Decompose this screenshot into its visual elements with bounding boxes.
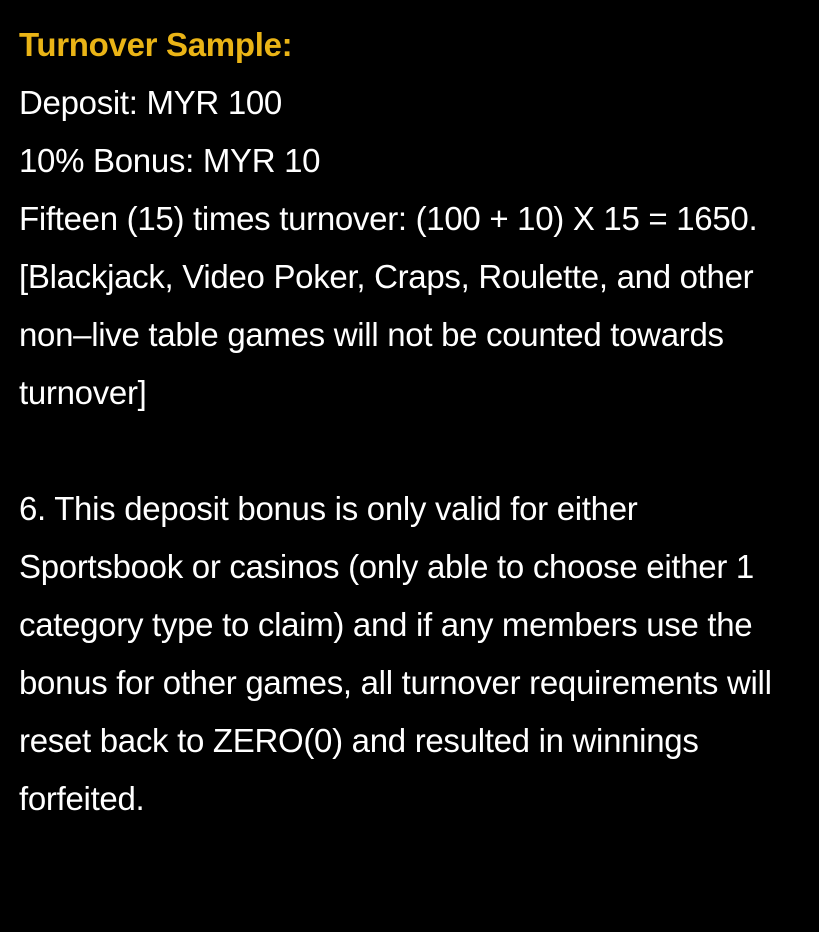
turnover-formula-line: Fifteen (15) times turnover: (100 + 10) X 15 = 1650. — [19, 200, 758, 237]
clause-6-text: 6. This deposit bonus is only valid for either Sportsbook or casinos (only able to choose either 1 category type to claim) and if any members use the bonus for other games, all turnover requirements will reset back to ZERO(0) and resulted in winnings forfeited. — [19, 490, 772, 817]
paragraph-spacer — [19, 422, 800, 480]
deposit-line: Deposit: MYR 100 — [19, 84, 282, 121]
turnover-sample-heading: Turnover Sample: — [19, 26, 293, 63]
bonus-line: 10% Bonus: MYR 10 — [19, 142, 321, 179]
excluded-games-line: [Blackjack, Video Poker, Craps, Roulette, and other non–live table games will not be counted towards turnover] — [19, 258, 754, 411]
